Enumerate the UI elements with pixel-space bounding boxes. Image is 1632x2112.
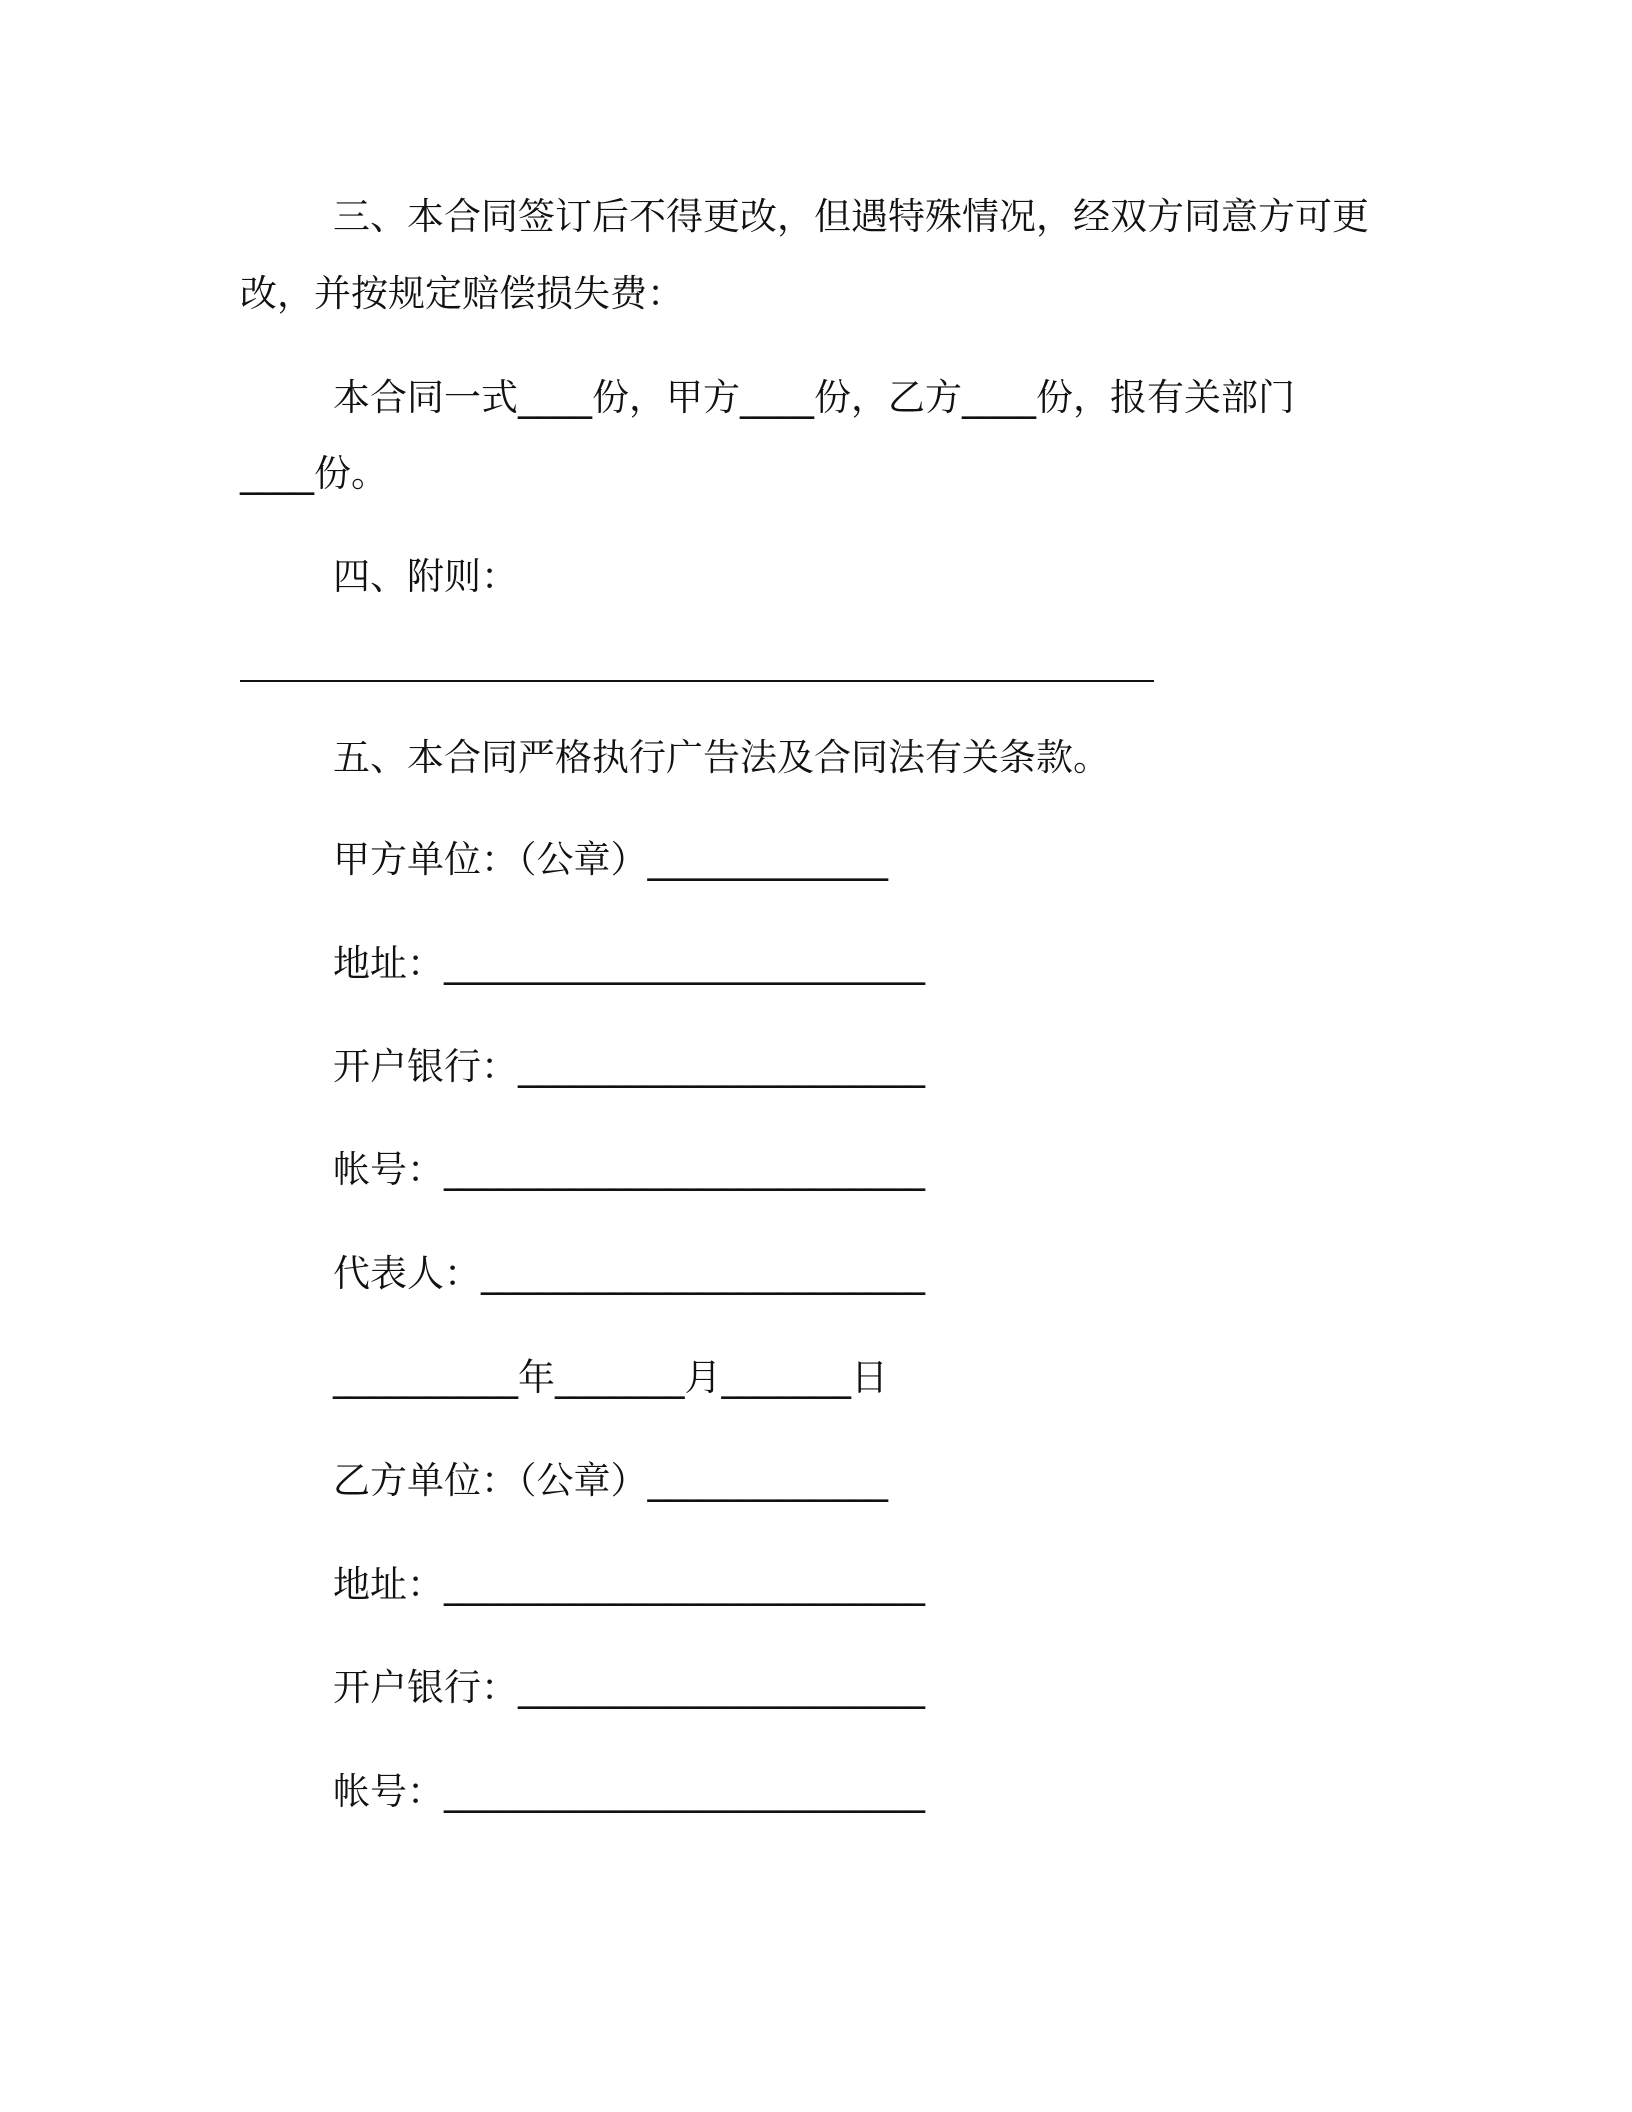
party-a-address: 地址：__________________________ — [333, 942, 925, 985]
party-b-account: 帐号：__________________________ — [333, 1770, 925, 1813]
clause-3-line-1: 三、本合同签订后不得更改，但遇特殊情况，经双方同意方可更 — [333, 195, 1369, 238]
appendix-blank-line — [240, 680, 1154, 682]
party-a-representative: 代表人：________________________ — [333, 1252, 925, 1295]
party-a-bank: 开户银行：______________________ — [333, 1045, 925, 1088]
party-b-unit: 乙方单位：（公章）_____________ — [333, 1459, 888, 1502]
copies-line-1: 本合同一式____份，甲方____份，乙方____份，报有关部门 — [333, 376, 1295, 419]
party-a-unit: 甲方单位：（公章）_____________ — [333, 838, 888, 881]
clause-5-text: 五、本合同严格执行广告法及合同法有关条款。 — [333, 736, 1110, 779]
copies-line-2: ____份。 — [240, 452, 388, 495]
party-a-date: __________年_______月_______日 — [333, 1356, 888, 1399]
party-a-account: 帐号：__________________________ — [333, 1148, 925, 1191]
clause-4-title: 四、附则： — [333, 555, 518, 598]
party-b-bank: 开户银行：______________________ — [333, 1666, 925, 1709]
party-b-address: 地址：__________________________ — [333, 1563, 925, 1606]
clause-3-line-2: 改，并按规定赔偿损失费： — [240, 272, 684, 315]
